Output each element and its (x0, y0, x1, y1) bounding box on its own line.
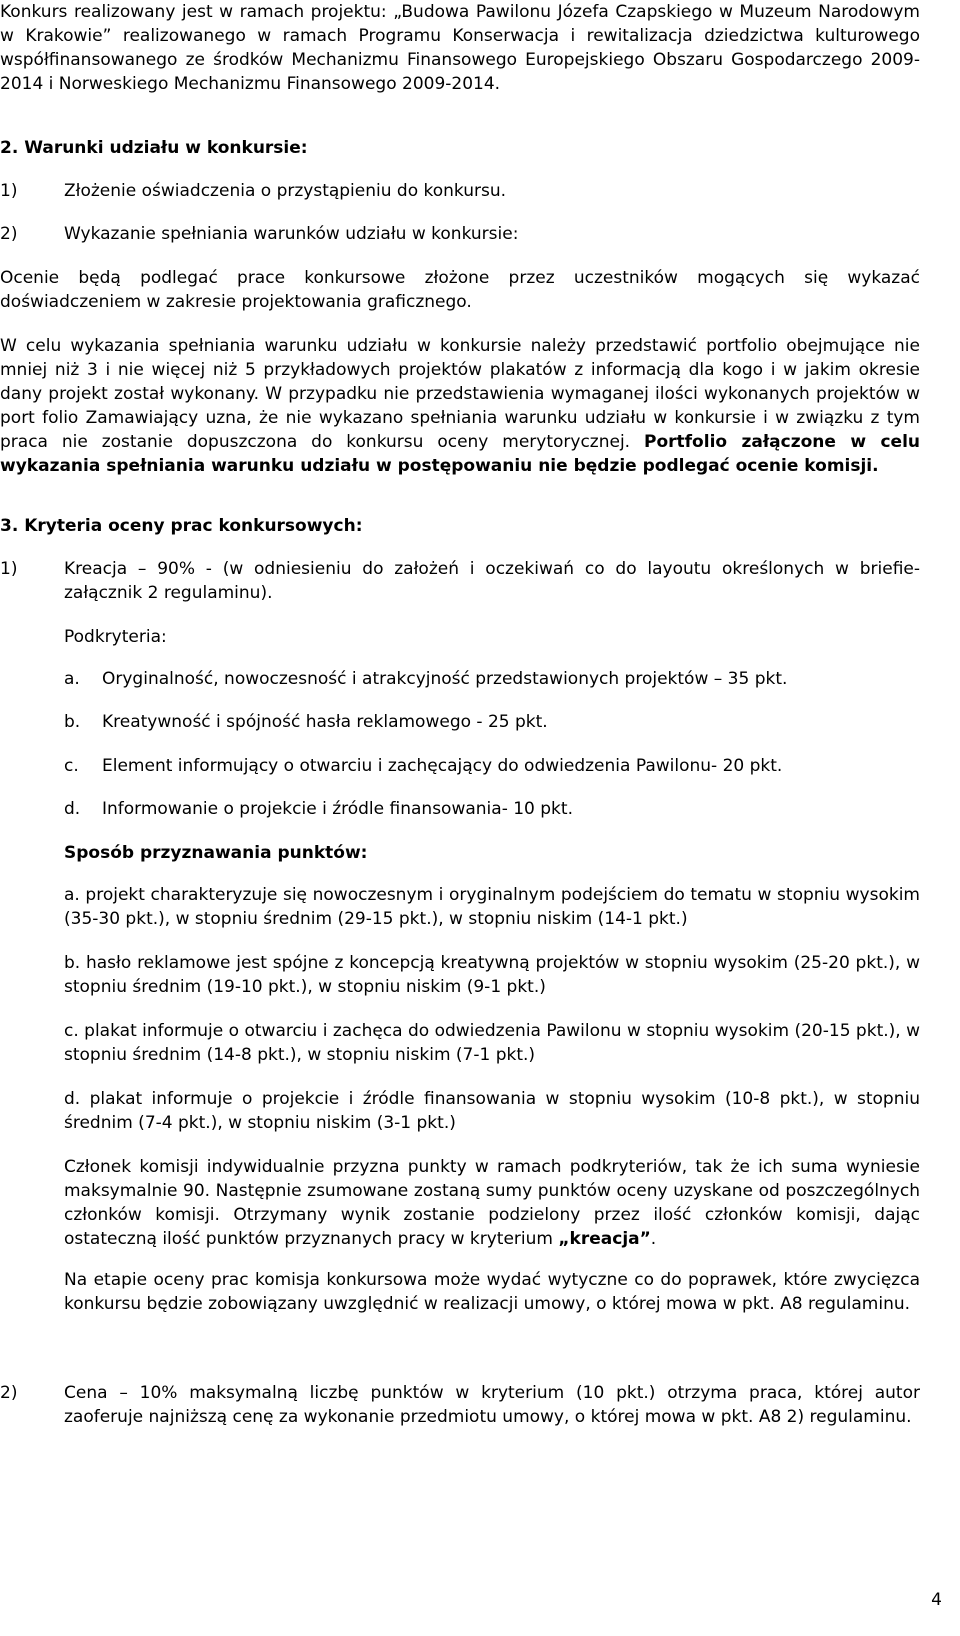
scoring-item-b: b. hasło reklamowe jest spójne z koncepcją kreatywną projektów w stopniu wysokim (25-20 pkt.), w stopniu średnim (19-10 pkt.), w stopniu niskim (9-1 pkt.) (64, 953, 920, 997)
subcriteria-label: Podkryteria: (64, 627, 167, 647)
scoring-item-d: d. plakat informuje o projekcie i źródle finansowania w stopniu wysokim (10-8 pkt.), w stopniu średnim (7-4 pkt.), w stopniu niskim (3-1 pkt.) (64, 1089, 920, 1133)
section-3-item-2: 2) Cena – 10% maksymalną liczbę punktów w kryterium (10 pkt.) otrzyma praca, której autor zaoferuje najniższą cenę za wykonanie przedmiotu umowy, o której mowa w pkt. A8 2) regulaminu. (0, 1383, 920, 1427)
section-2-item-2: 2) Wykazanie spełniania warunków udziału w konkursie: (0, 224, 519, 244)
commission-members-paragraph: Członek komisji indywidualnie przyzna punkty w ramach podkryteriów, tak że ich suma wyniesie maksymalnie 90. Następnie zsumowane zostaną sumy punktów oceny uzyskane od poszczególnych członków komisji. Otrzymany wynik zostanie podzielony przez ilość członków komisji, dając ostateczną ilość punktów przyznanych pracy w kryterium „kreacja”. (64, 1157, 920, 1249)
scoring-item-a: a. projekt charakteryzuje się nowoczesnym i oryginalnym podejściem do tematu w stopniu wysokim (35-30 pkt.), w stopniu średnim (29-15 pkt.), w stopniu niskim (14-1 pkt.) (64, 885, 920, 929)
subcriteria-item-d: d. Informowanie o projekcie i źródle finansowania- 10 pkt. (64, 799, 573, 819)
section-3-item-1: 1) Kreacja – 90% - (w odniesieniu do założeń i oczekiwań co do layoutu określonych w briefie- załącznik 2 regulaminu). (0, 559, 920, 603)
section-2-paragraph-2: W celu wykazania spełniania warunku udziału w konkursie należy przedstawić portfolio obejmujące nie mniej niż 3 i nie więcej niż 5 przykładowych projektów plakatów z informacją dla kogo i w jakim okresie dany projekt został wykonany. W przypadku nie przedstawienia wymaganej ilości wykonanych projektów w port folio Zamawiający uzna, że nie wykazano spełniania warunku udziału w konkursie i w związku z tym praca nie zostanie dopuszczona do konkursu oceny merytorycznej. Portfolio załączone w celu wykazania spełniania warunku udziału w postępowaniu nie będzie podlegać ocenie komisji. (0, 336, 921, 476)
subcriteria-item-c: c. Element informujący o otwarciu i zachęcający do odwiedzenia Pawilonu- 20 pkt. (64, 756, 783, 776)
section-2-item-1: 1) Złożenie oświadczenia o przystąpieniu do konkursu. (0, 181, 507, 201)
page-number: 4 (931, 1590, 942, 1610)
section-3-heading: 3. Kryteria oceny prac konkursowych: (0, 516, 363, 536)
subcriteria-item-a: a. Oryginalność, nowoczesność i atrakcyjność przedstawionych projektów – 35 pkt. (64, 669, 788, 689)
section-2-paragraph-1: Ocenie będą podlegać prace konkursowe złożone przez uczestników mogących się wykazać doświadczeniem w zakresie projektowania graficznego. (0, 268, 920, 312)
scoring-heading: Sposób przyznawania punktów: (64, 843, 368, 863)
guidelines-paragraph: Na etapie oceny prac komisja konkursowa może wydać wytyczne co do poprawek, które zwycięzca konkursu będzie zobowiązany uwzględnić w realizacji umowy, o której mowa w pkt. A8 regulaminu. (64, 1270, 920, 1314)
intro-paragraph: Konkurs realizowany jest w ramach projektu: „Budowa Pawilonu Józefa Czapskiego w Muzeum Narodowym w Krakowie” realizowanego w ramach Programu Konserwacja i rewitalizacja dziedzictwa kulturowego współfinansowanego ze środków Mechanizmu Finansowego Europejskiego Obszaru Gospodarczego 2009-2014 i Norweskiego Mechanizmu Finansowego 2009-2014. (0, 2, 920, 94)
section-2-heading: 2. Warunki udziału w konkursie: (0, 138, 308, 158)
subcriteria-item-b: b. Kreatywność i spójność hasła reklamowego - 25 pkt. (64, 712, 548, 732)
scoring-item-c: c. plakat informuje o otwarciu i zachęca do odwiedzenia Pawilonu w stopniu wysokim (20-15 pkt.), w stopniu średnim (14-8 pkt.), w stopniu niskim (7-1 pkt.) (64, 1021, 920, 1065)
